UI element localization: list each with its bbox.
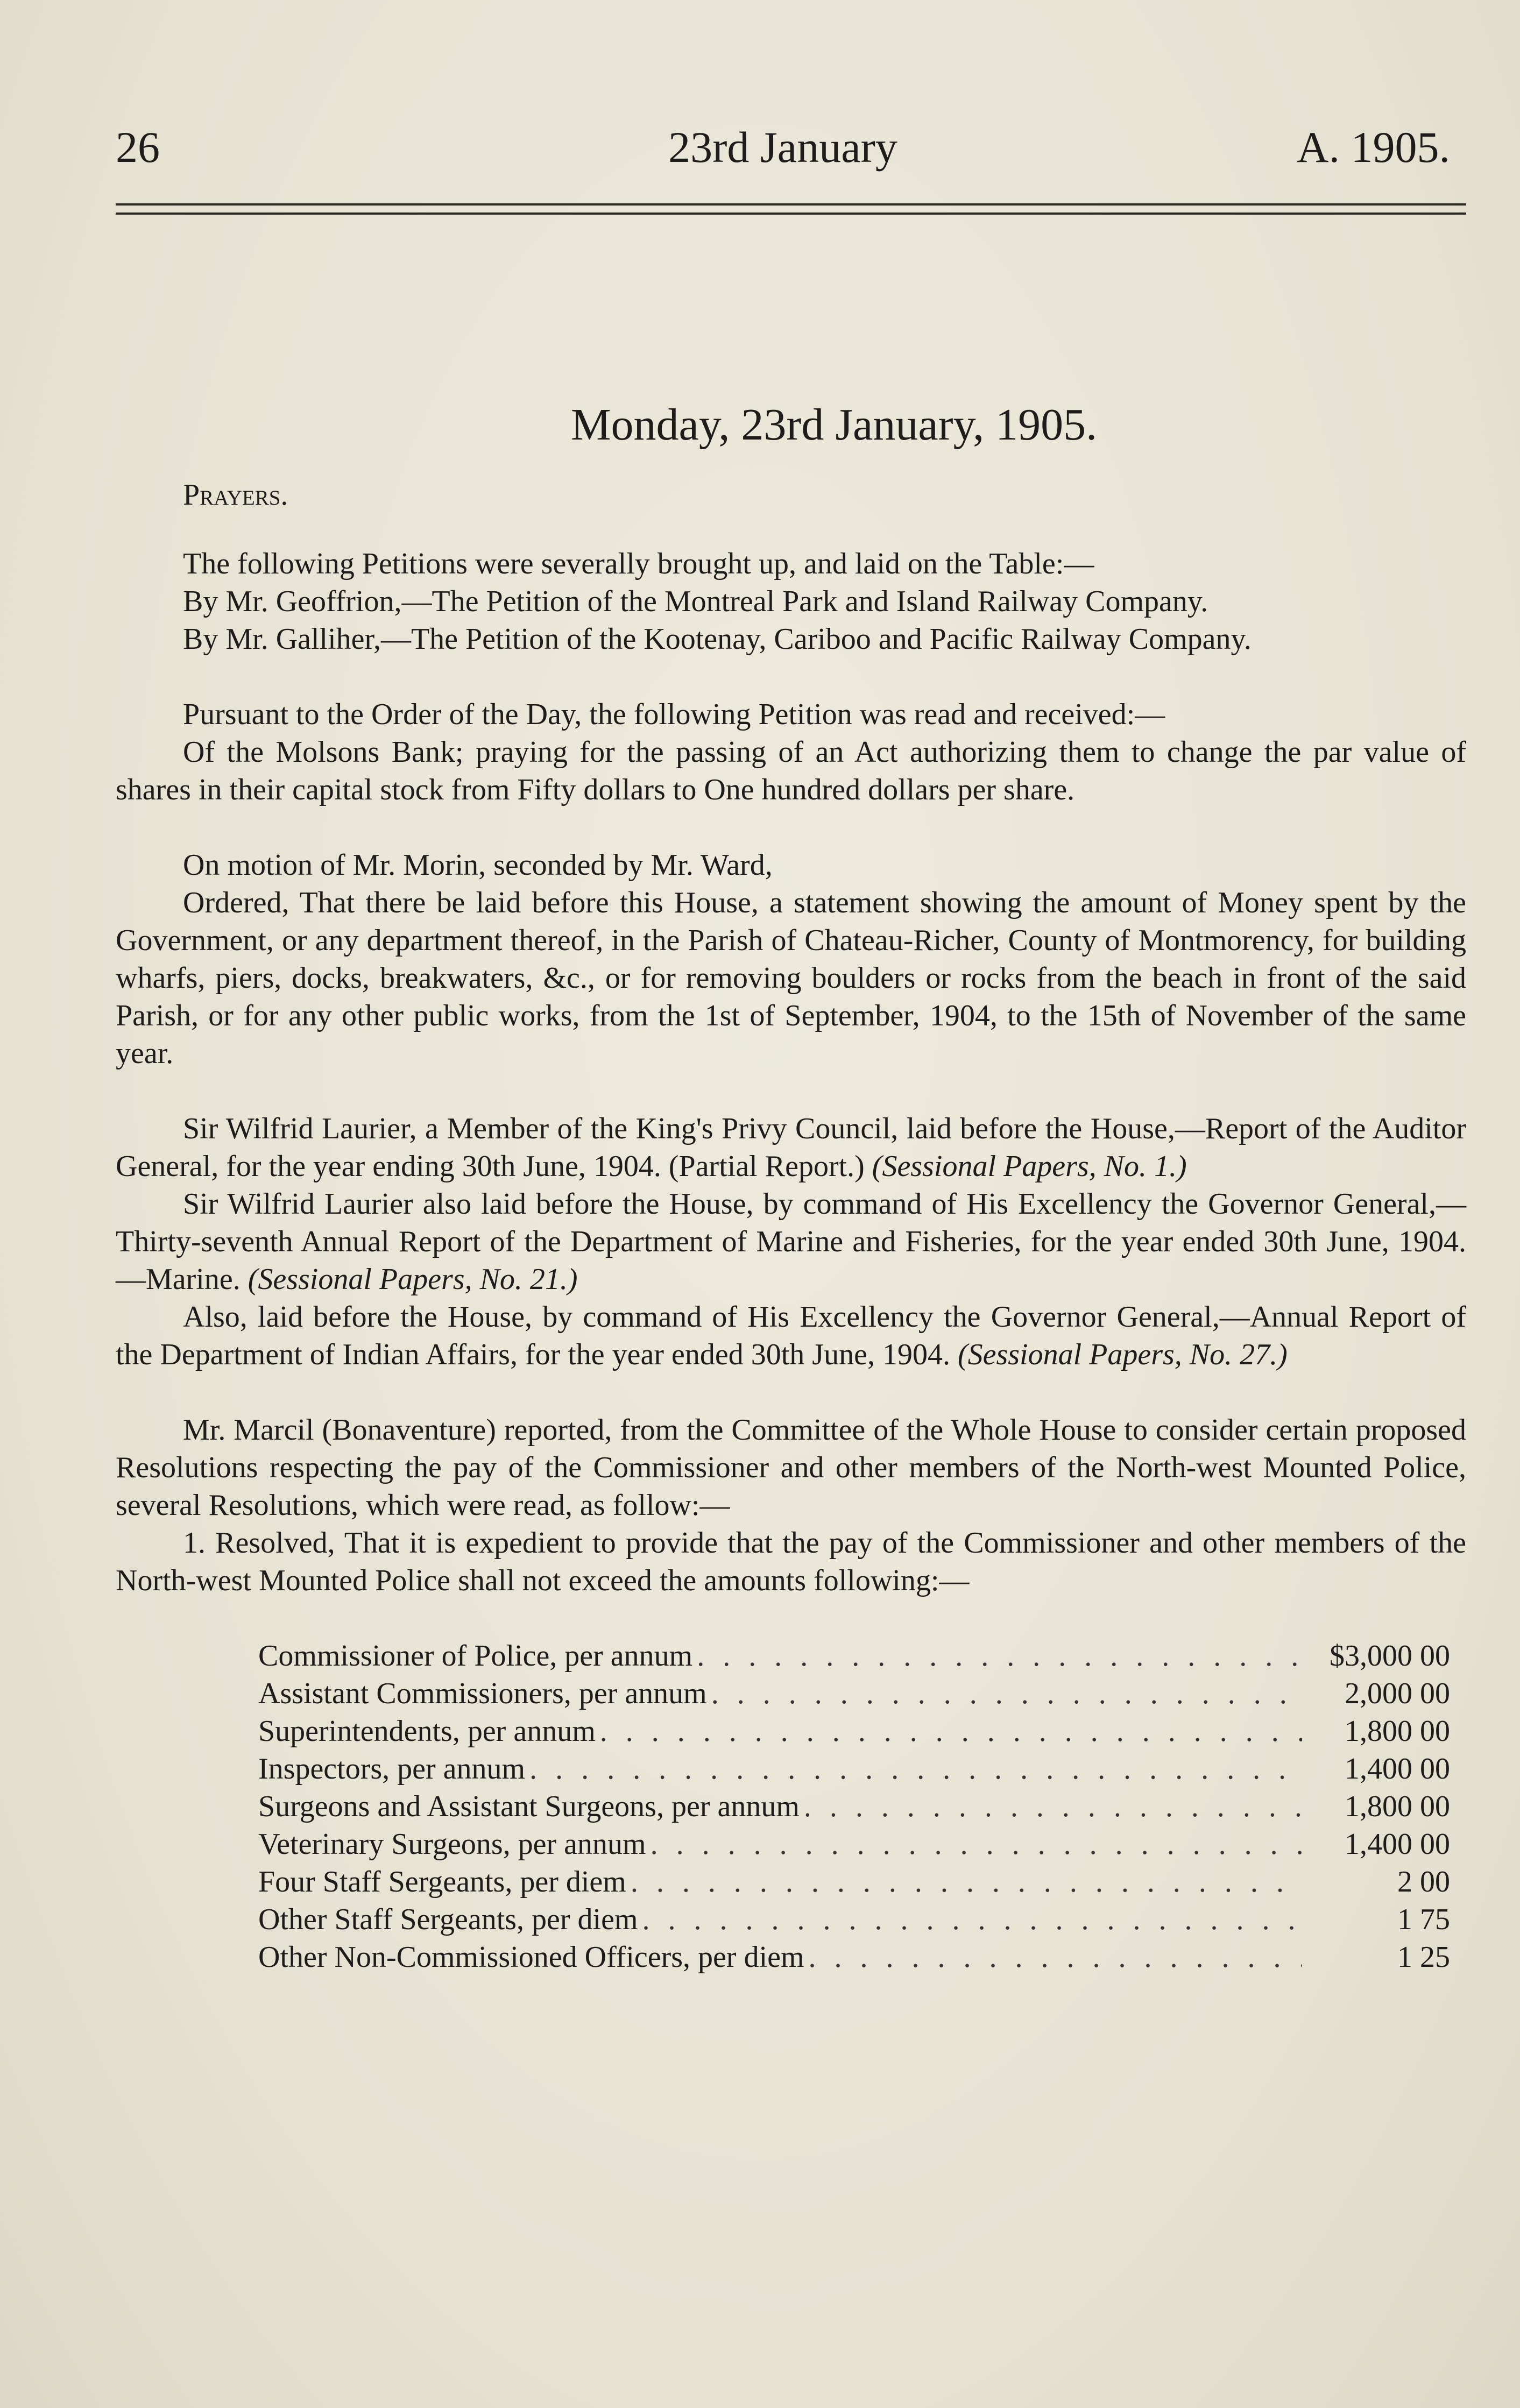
sessional-paper-ref: (Sessional Papers, No. 1.) <box>872 1150 1187 1183</box>
paragraph: Ordered, That there be laid before this House, a statement showing the amount of Money spent by the Government, or any department thereof, in the Parish of Chateau-Richer, County of Montmorency, for building wharfs, piers, docks, breakwaters, &c., or for removing boulders or rocks from the beach in front of the said Parish, or for any other public works, from the 1st of September, 1904, to the 15th of November of the same year. <box>116 886 1466 1070</box>
sessional-paper-ref: (Sessional Papers, No. 27.) <box>957 1338 1288 1371</box>
salary-row <box>258 1712 1450 1750</box>
paragraph-text: Also, laid before the House, by command of His Excellency the Governor General,—Annual Report of the Department of Indian Affairs, for the year ended 30th June, 1904. <box>116 1300 1466 1371</box>
leader-dots <box>804 1938 1302 1976</box>
paragraph <box>116 1298 1466 1373</box>
salary-row <box>258 1750 1450 1788</box>
paragraph: On motion of Mr. Morin, seconded by Mr. Ward, <box>183 848 773 882</box>
salary-amount: 1 25 <box>1397 1940 1450 1974</box>
salary-row <box>258 1825 1450 1863</box>
day-title: Monday, 23rd January, 1905. <box>570 400 1098 450</box>
salary-row <box>258 1901 1450 1938</box>
paragraph: The following Petitions were severally brought up, and laid on the Table:— <box>183 547 1094 580</box>
leader-dots <box>707 1675 1302 1712</box>
leader-dots <box>646 1825 1302 1863</box>
salary-table <box>258 1637 1450 1976</box>
salary-label: Veterinary Surgeons, per annum <box>258 1828 646 1861</box>
paragraph: By Mr. Geoffrion,—The Petition of the Montreal Park and Island Railway Company. <box>183 585 1208 618</box>
leader-dots <box>638 1901 1302 1938</box>
salary-label: Four Staff Sergeants, per diem <box>258 1865 626 1899</box>
paragraph: By Mr. Galliher,—The Petition of the Kootenay, Cariboo and Pacific Railway Company. <box>183 622 1252 656</box>
salary-label: Inspectors, per annum <box>258 1752 526 1786</box>
leader-dots <box>692 1637 1302 1675</box>
salary-row <box>258 1863 1450 1901</box>
paragraph: Mr. Marcil (Bonaventure) reported, from the Committee of the Whole House to consider certain proposed Resolutions respecting the pay of the Commissioner and other members of the North-west Mounted Police, several Resolutions, which were read, as follow:— <box>116 1413 1466 1522</box>
salary-label: Assistant Commissioners, per annum <box>258 1677 707 1710</box>
salary-label: Other Staff Sergeants, per diem <box>258 1903 638 1936</box>
salary-label: Other Non-Commissioned Officers, per diem <box>258 1940 804 1974</box>
header-date: 23rd January <box>668 123 897 172</box>
salary-row <box>258 1637 1450 1675</box>
salary-amount: 1 75 <box>1397 1903 1450 1936</box>
header-rule-bottom <box>116 213 1466 215</box>
salary-label: Surgeons and Assistant Surgeons, per annum <box>258 1790 800 1823</box>
paragraph-text: Sir Wilfrid Laurier, a Member of the King's Privy Council, laid before the House,—Report of the Auditor General, for the year ending 30th June, 1904. (Partial Report.) <box>116 1112 1466 1183</box>
paragraph <box>116 1110 1466 1185</box>
paragraph-text: Sir Wilfrid Laurier also laid before the House, by command of His Excellency the Governor General,—Thirty-seventh Annual Report of the Department of Marine and Fisheries, for the year ended 30th June, 1904.—Marine. <box>116 1187 1466 1296</box>
salary-amount: 2,000 00 <box>1345 1677 1450 1710</box>
salary-amount: $3,000 00 <box>1330 1639 1450 1673</box>
salary-row <box>258 1938 1450 1976</box>
salary-row <box>258 1675 1450 1712</box>
header-year: A. 1905. <box>1297 123 1450 172</box>
salary-label: Commissioner of Police, per annum <box>258 1639 693 1673</box>
paragraph: 1. Resolved, That it is expedient to provide that the pay of the Commissioner and other members of the North-west Mounted Police shall not exceed the amounts following:— <box>116 1526 1466 1597</box>
salary-label: Superintendents, per annum <box>258 1715 596 1748</box>
paragraph <box>116 1185 1466 1298</box>
header-rule-top <box>116 203 1466 206</box>
salary-amount: 1,800 00 <box>1345 1790 1450 1823</box>
sessional-paper-ref: (Sessional Papers, No. 21.) <box>248 1263 578 1296</box>
leader-dots <box>800 1788 1302 1825</box>
paragraph: Pursuant to the Order of the Day, the following Petition was read and received:— <box>183 698 1165 731</box>
running-header <box>116 110 1450 175</box>
salary-amount: 1,400 00 <box>1345 1828 1450 1861</box>
salary-row <box>258 1788 1450 1825</box>
salary-amount: 2 00 <box>1397 1865 1450 1899</box>
prayers-heading: Prayers. <box>183 478 288 512</box>
leader-dots <box>596 1712 1302 1750</box>
leader-dots <box>626 1863 1302 1901</box>
salary-amount: 1,800 00 <box>1345 1715 1450 1748</box>
paragraph: Of the Molsons Bank; praying for the passing of an Act authorizing them to change the par value of shares in their capital stock from Fifty dollars to One hundred dollars per share. <box>116 735 1466 806</box>
page-number: 26 <box>116 123 160 172</box>
leader-dots <box>525 1750 1302 1788</box>
salary-amount: 1,400 00 <box>1345 1752 1450 1786</box>
journal-body <box>116 395 1466 1976</box>
